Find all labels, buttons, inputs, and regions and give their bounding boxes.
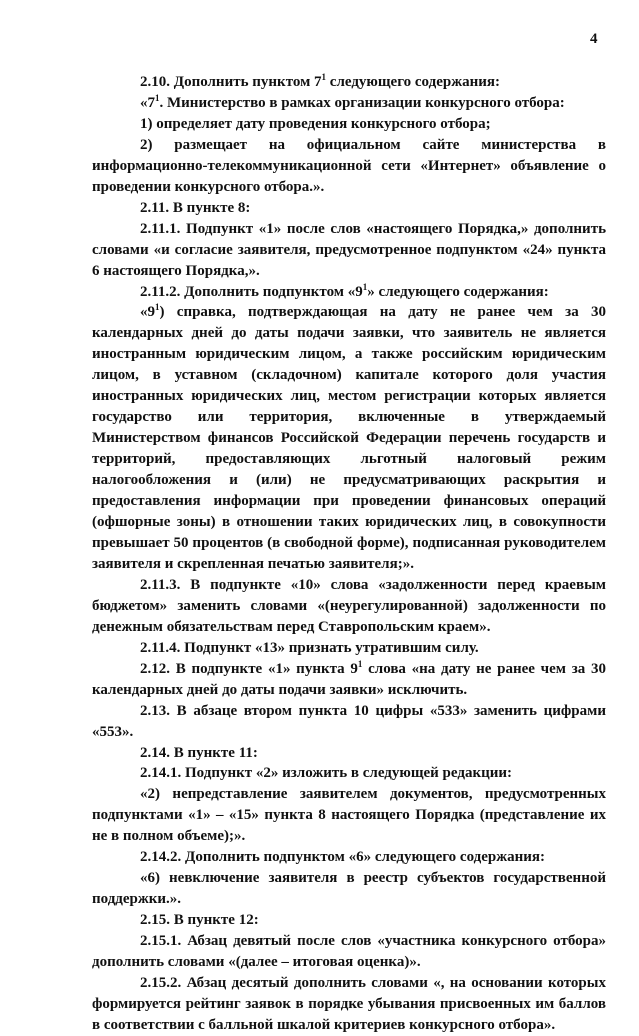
paragraph-text: 2.15.2. Абзац десятый дополнить словами «, на основании которых формируется рейтинг заявок в порядке убывания присвоенных им баллов в соответствии с балльной шкалой критериев конкурсного отбора».	[92, 974, 606, 1033]
paragraph-text: ) справка, подтверждающая на дату не ранее чем за 30 календарных дней до даты подачи заявки, что заявитель не является иностранным юридическим лицом, а также российским юридическим лицом, в уставном (складочном) капитале которого доля участия иностранных юридических лиц, местом регистрации которых является государство или территория, включенные в утверждаемый Министерством финансов Российской Федерации перечень государств и территорий, предоставляющих льготный налоговый режим налогообложения и (или) не предусматривающих раскрытия и предоставления информации при проведении финансовых операций (офшорные зоны) в отношении таких юридических лиц, в совокупности превышает 50 процентов (в свободной форме), подписанная руководителем заявителя и скрепленная печатью заявителя;».	[92, 304, 606, 572]
paragraph-text: следующего содержания:	[326, 74, 500, 90]
paragraph-text: 1) определяет дату проведения конкурсного отбора;	[140, 115, 491, 132]
paragraph-text: . Министерство в рамках организации конкурсного отбора:	[159, 94, 565, 111]
superscript: 1	[321, 72, 327, 82]
paragraph	[92, 575, 606, 638]
paragraph-text: 2.12. В подпункте «1» пункта 9	[140, 660, 358, 677]
paragraph-text: 2.13. В абзаце втором пункта 10 цифры «533» заменить цифрами «553».	[92, 702, 606, 740]
paragraph-text: 2.10. Дополнить пунктом 7	[140, 74, 322, 90]
page-number: 4	[590, 31, 598, 47]
paragraph	[92, 973, 606, 1036]
paragraph-text: 2.14. В пункте 11:	[140, 744, 258, 761]
superscript: 1	[357, 658, 363, 669]
paragraph	[92, 784, 606, 847]
paragraph	[92, 198, 606, 219]
paragraph	[92, 135, 606, 198]
paragraph	[92, 638, 606, 659]
paragraph-text: 2.11.1. Подпункт «1» после слов «настоящего Порядка,» дополнить словами «и согласие заявителя, предусмотренное подпунктом «24» пункта 6 настоящего Порядка,».	[92, 220, 606, 279]
paragraph	[92, 868, 606, 910]
paragraph	[92, 659, 606, 701]
superscript: 1	[155, 92, 160, 103]
paragraph-text: 2.14.1. Подпункт «2» изложить в следующей редакции:	[140, 765, 513, 782]
paragraph-text: 2.14.2. Дополнить подпунктом «6» следующего содержания:	[140, 849, 546, 866]
paragraph-text: 2.11. В пункте 8:	[140, 199, 251, 216]
paragraph-text: 2.15.1. Абзац девятый после слов «участника конкурсного отбора» дополнить словами «(далее – итоговая оценка)».	[92, 933, 606, 971]
paragraph-text: » следующего содержания:	[367, 283, 549, 300]
paragraph-text: «7	[140, 94, 155, 111]
paragraph	[92, 701, 606, 743]
paragraph	[92, 910, 606, 931]
paragraph	[92, 93, 606, 114]
paragraph-text: 2) размещает на официальном сайте министерства в информационно-телекоммуникационной сети «Интернет» объявление о проведении конкурсного отбора.».	[92, 136, 606, 195]
paragraph-text: слова «на дату не ранее чем за 30 календарных дней до даты подачи заявки» исключить.	[92, 660, 606, 698]
paragraph	[92, 763, 606, 784]
paragraph	[92, 282, 606, 303]
paragraph-text: «9	[140, 304, 155, 321]
paragraph-text: 2.11.4. Подпункт «13» признать утратившим силу.	[140, 639, 479, 656]
paragraph-text: 2.11.2. Дополнить подпунктом «9	[140, 283, 363, 300]
paragraph-text: «6) невключение заявителя в реестр субъектов государственной поддержки.».	[92, 870, 606, 908]
superscript: 1	[155, 302, 160, 313]
paragraph	[92, 72, 606, 93]
paragraph	[92, 302, 606, 574]
paragraph	[92, 743, 606, 764]
paragraph	[92, 847, 606, 868]
paragraph-text: 2.15. В пункте 12:	[140, 912, 259, 929]
paragraph-text: 2.11.3. В подпункте «10» слова «задолженности перед краевым бюджетом» заменить словами «(неурегулированной) задолженности по денежным обязательствам перед Ставропольским краем».	[92, 576, 606, 635]
paragraph	[92, 931, 606, 973]
paragraph	[92, 114, 606, 135]
document-body	[92, 72, 606, 1036]
superscript: 1	[362, 281, 368, 292]
paragraph-text: «2) непредставление заявителем документов, предусмотренных подпунктами «1» – «15» пункта 8 настоящего Порядка (представление их не в полном объеме);».	[92, 786, 606, 845]
paragraph	[92, 219, 606, 282]
